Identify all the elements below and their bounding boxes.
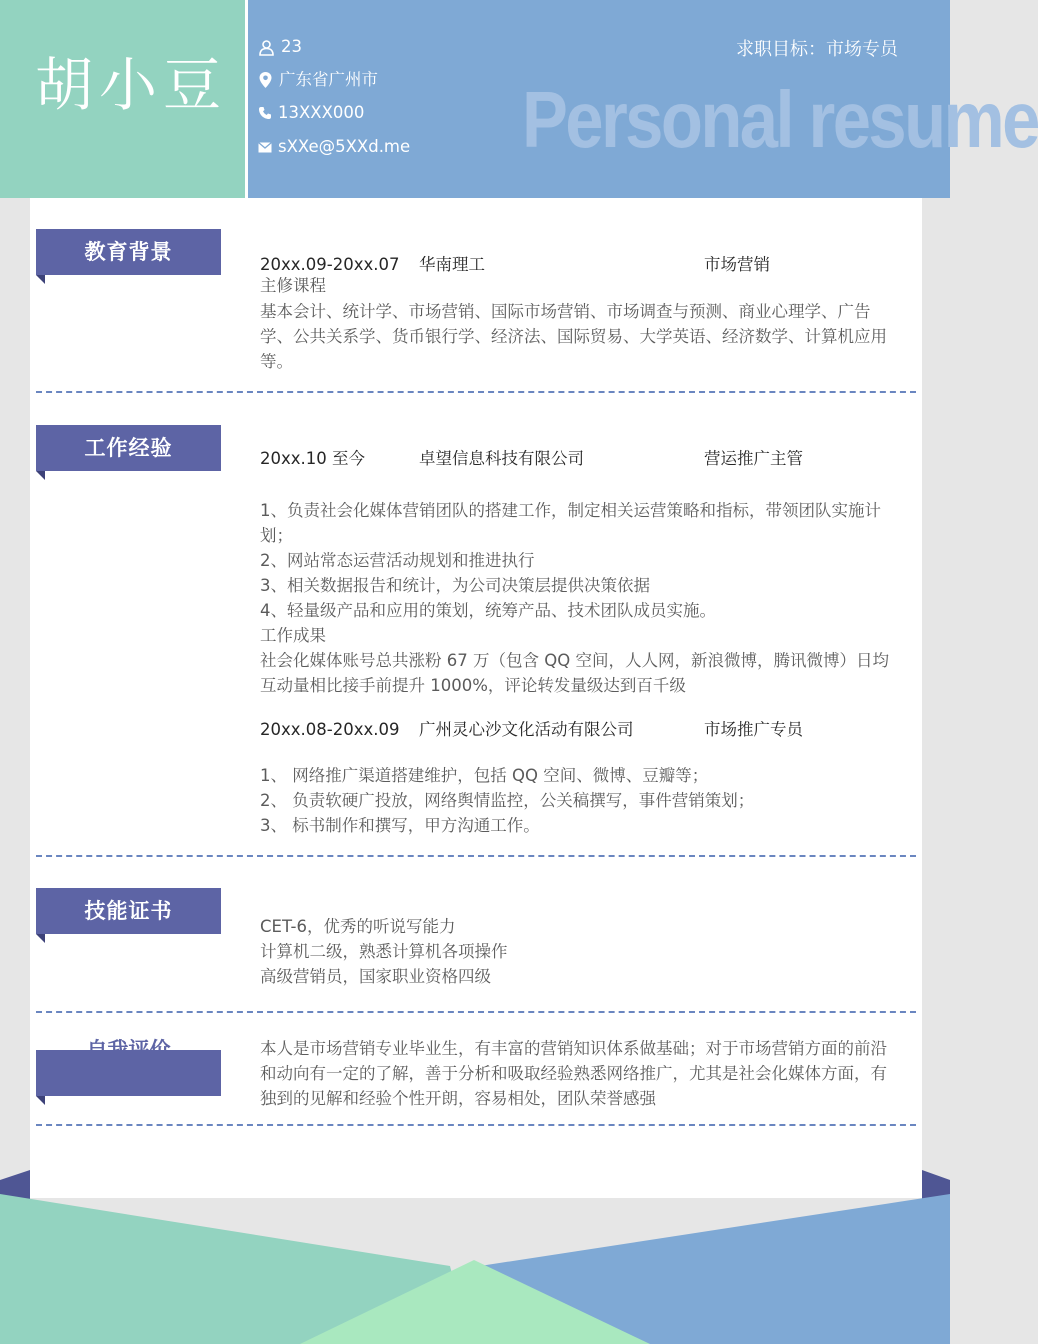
section-divider [36,1124,916,1126]
person-icon [258,39,275,56]
job-details [260,763,900,838]
location-value: 广东省广州市 [279,70,378,89]
job-detail-line: 3、 标书制作和撰写，甲方沟通工作。 [260,816,540,835]
job-detail-line: 2、网站常态运营活动规划和推进执行 [260,551,535,570]
section-divider [36,1011,916,1013]
job-detail-line: 划； [260,526,293,545]
education-courses [260,299,900,374]
self-eval-text [260,1036,910,1111]
job-period: 20xx.08-20xx.09 [260,720,400,739]
phone-row [258,101,364,125]
candidate-name: 胡小豆 [34,51,227,119]
section-education-fold [36,275,45,284]
skill-line: 计算机二级，熟悉计算机各项操作 [260,942,508,961]
phone-icon [258,106,272,120]
job-period: 20xx.10 至今 [260,449,366,468]
section-skills-heading: 技能证书 [36,888,221,934]
age-value: 23 [281,37,302,56]
section-divider [36,855,916,857]
phone-value: 13XXX000 [278,103,365,122]
job-company: 卓望信息科技有限公司 [419,449,584,468]
self-eval-line: 独到的见解和经验个性开朗，容易相处，团队荣誉感强 [260,1089,656,1108]
course-line: 学、公共关系学、货币银行学、经济法、国际贸易、大学英语、经济数学、计算机应用 [260,327,887,346]
education-period: 20xx.09-20xx.07 [260,255,400,274]
location-row [258,68,378,92]
envelope-icon [258,142,272,153]
location-pin-icon [258,71,273,89]
course-line: 等。 [260,352,293,371]
education-courses-label: 主修课程 [260,276,326,295]
job-detail-line: 1、 网络推广渠道搭建维护，包括 QQ 空间、微博、豆瓣等； [260,766,709,785]
job-role: 营运推广主管 [704,449,803,468]
skill-line: CET-6，优秀的听说写能力 [260,917,456,936]
course-line: 基本会计、统计学、市场营销、国际市场营销、市场调查与预测、商业心理学、广告 [260,302,871,321]
section-work-heading: 工作经验 [36,425,221,471]
age-row [258,35,302,59]
job-details [260,498,900,698]
section-skills-fold [36,934,45,943]
email-value: sXXe@5XXd.me [278,137,411,156]
section-work-fold [36,471,45,480]
section-divider [36,391,916,393]
section-self-eval-tab [36,1050,221,1096]
education-school: 华南理工 [419,255,485,274]
section-self-eval-fold [36,1096,45,1105]
self-eval-line: 本人是市场营销专业毕业生，有丰富的营销知识体系做基础；对于市场营销方面的前沿 [260,1039,887,1058]
job-detail-line: 互动量相比接手前提升 1000%，评论转发量级达到百千级 [260,676,686,695]
email-row [258,135,410,159]
job-detail-line: 3、相关数据报告和统计，为公司决策层提供决策依据 [260,576,650,595]
education-major: 市场营销 [704,255,770,274]
personal-resume-watermark: Personal resume [522,75,1038,164]
section-education-heading: 教育背景 [36,229,221,275]
job-detail-line: 社会化媒体账号总共涨粉 67 万（包含 QQ 空间，人人网，新浪微博，腾讯微博）日均 [260,651,889,670]
skill-line: 高级营销员，国家职业资格四级 [260,967,491,986]
job-detail-line: 1、负责社会化媒体营销团队的搭建工作，制定相关运营策略和指标，带领团队实施计 [260,501,881,520]
bottom-decoration [0,1160,950,1344]
skills-list [260,914,900,989]
job-company: 广州灵心沙文化活动有限公司 [419,720,634,739]
job-detail-line: 4、轻量级产品和应用的策划，统筹产品、技术团队成员实施。 [260,601,716,620]
self-eval-line: 和动向有一定的了解，善于分析和吸取经验熟悉网络推广，尤其是社会化媒体方面，有 [260,1064,887,1083]
job-detail-line: 工作成果 [260,626,326,645]
job-target: 求职目标：市场专员 [736,39,898,60]
job-role: 市场推广专员 [704,720,803,739]
job-detail-line: 2、 负责软硬广投放，网络舆情监控，公关稿撰写，事件营销策划； [260,791,755,810]
